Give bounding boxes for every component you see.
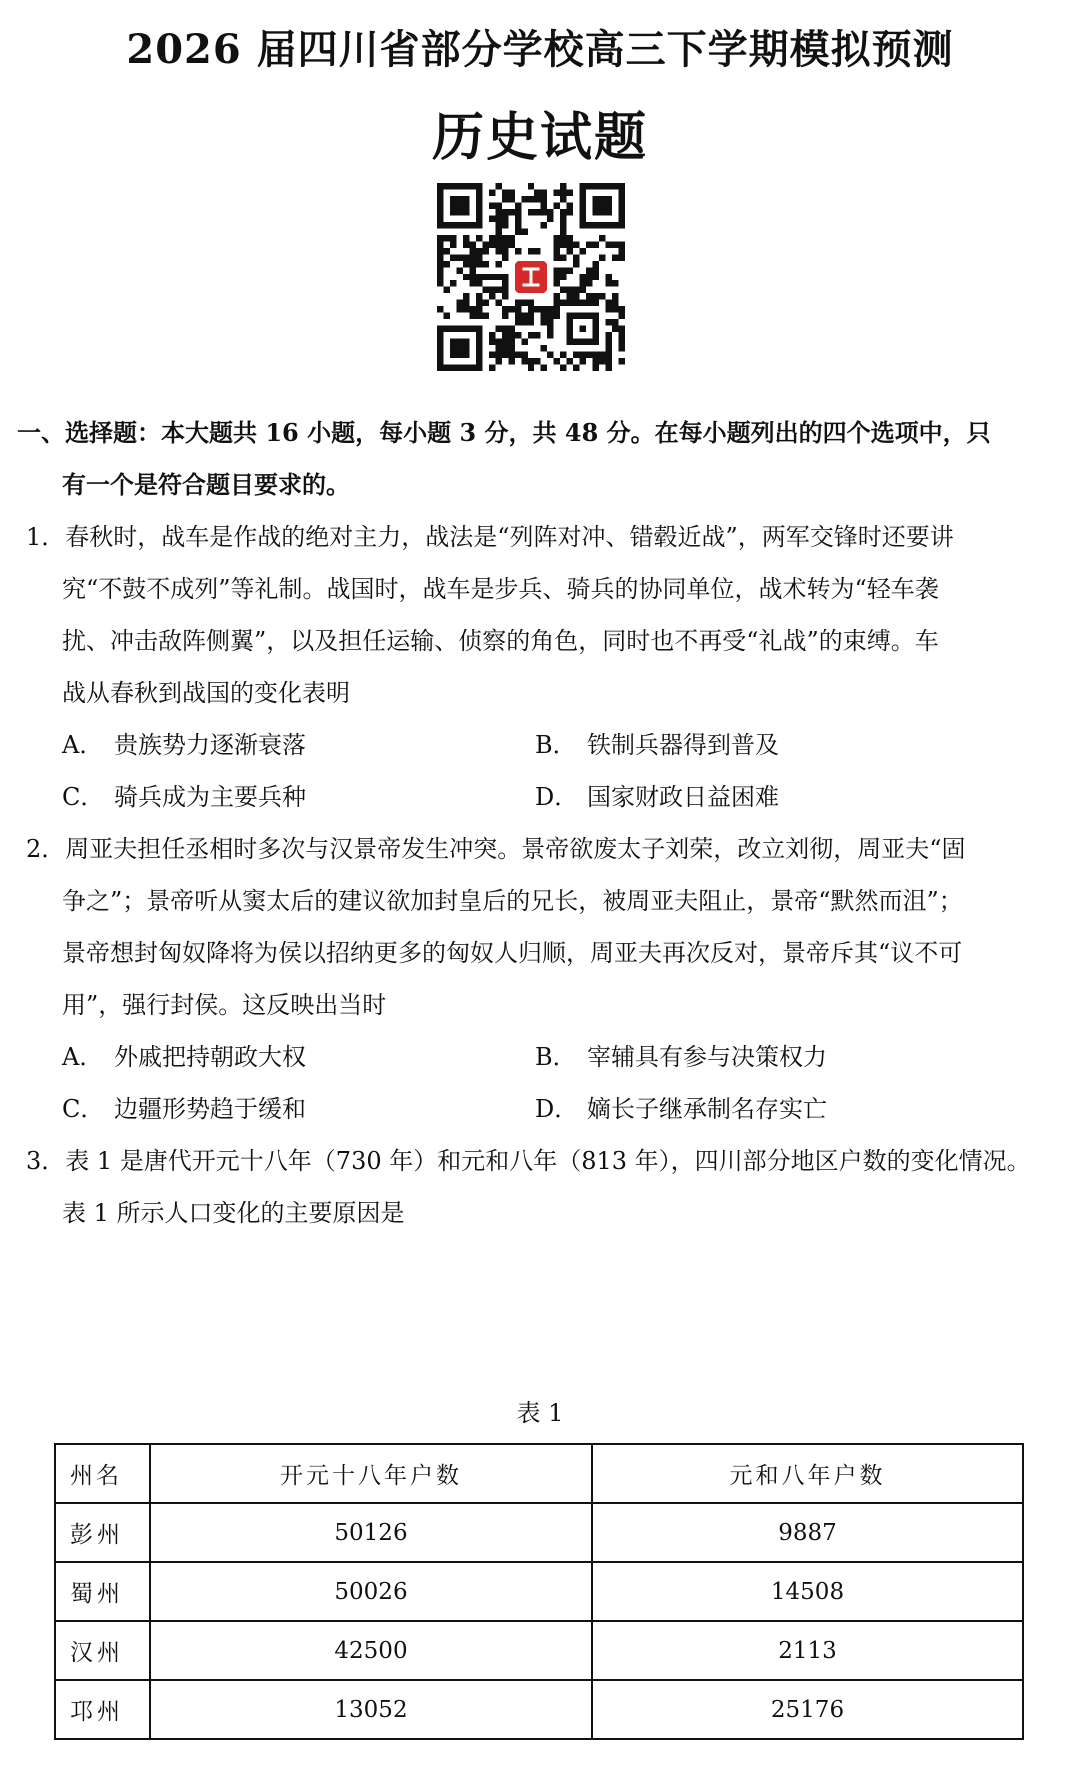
question-1-option-a: A． 贵族势力逐渐衰落 [62, 731, 306, 759]
question-1-option-c: C． 骑兵成为主要兵种 [62, 783, 306, 811]
table-row [55, 1680, 1023, 1739]
question-2-option-c: C． 边疆形势趋于缓和 [62, 1095, 306, 1123]
question-3-line: 表 1 所示人口变化的主要原因是 [62, 1199, 405, 1227]
table-header-row [55, 1444, 1023, 1503]
table-cell: 彭州 [55, 1503, 150, 1562]
table-caption: 表 1 [516, 1399, 564, 1427]
question-1-line: 战从春秋到战国的变化表明 [62, 679, 350, 707]
question-1-line: 扰、冲击敌阵侧翼”，以及担任运输、侦察的角色，同时也不再受“礼战”的束缚。车 [62, 627, 939, 655]
table-cell: 蜀州 [55, 1562, 150, 1621]
table-header-cell: 州名 [55, 1444, 150, 1503]
table-cell: 2113 [592, 1621, 1023, 1680]
table-cell: 50026 [150, 1562, 592, 1621]
table-cell: 50126 [150, 1503, 592, 1562]
question-2-line: 景帝想封匈奴降将为侯以招纳更多的匈奴人归顺，周亚夫再次反对，景帝斥其“议不可 [62, 939, 963, 967]
question-2-option-b: B． 宰辅具有参与决策权力 [535, 1043, 827, 1071]
table-header-cell: 元和八年户数 [592, 1444, 1023, 1503]
table-cell: 13052 [150, 1680, 592, 1739]
table-row [55, 1621, 1023, 1680]
table-row [55, 1562, 1023, 1621]
households-table [54, 1443, 1024, 1740]
exam-title: 2026 届四川省部分学校高三下学期模拟预测 [126, 26, 954, 73]
table-cell: 9887 [592, 1503, 1023, 1562]
table-row [55, 1503, 1023, 1562]
table-cell: 14508 [592, 1562, 1023, 1621]
table-cell: 25176 [592, 1680, 1023, 1739]
question-3-line: 3．表 1 是唐代开元十八年（730 年）和元和八年（813 年），四川部分地区户数的变化情况。 [26, 1147, 1031, 1175]
question-1-option-b: B． 铁制兵器得到普及 [535, 731, 779, 759]
question-1-line: 究“不鼓不成列”等礼制。战国时，战车是步兵、骑兵的协同单位，战术转为“轻车袭 [62, 575, 939, 603]
qr-code [437, 183, 625, 371]
question-1-option-d: D． 国家财政日益困难 [535, 783, 779, 811]
table-header-cell: 开元十八年户数 [150, 1444, 592, 1503]
question-2-line: 2．周亚夫担任丞相时多次与汉景帝发生冲突。景帝欲废太子刘荣，改立刘彻，周亚夫“固 [26, 835, 966, 863]
question-2-line: 用”，强行封侯。这反映出当时 [62, 991, 387, 1019]
table-cell: 邛州 [55, 1680, 150, 1739]
question-2-line: 争之”；景帝听从窦太后的建议欲加封皇后的兄长，被周亚夫阻止，景帝“默然而沮”； [62, 887, 963, 915]
table-cell: 汉州 [55, 1621, 150, 1680]
exam-subject: 历史试题 [431, 107, 648, 168]
section-heading-line1: 一、选择题：本大题共 16 小题，每小题 3 分，共 48 分。在每小题列出的四个选项中，只 [17, 418, 991, 447]
table-cell: 42500 [150, 1621, 592, 1680]
question-1-line: 1．春秋时，战车是作战的绝对主力，战法是“列阵对冲、错毂近战”，两军交锋时还要讲 [26, 523, 954, 551]
question-2-option-a: A． 外戚把持朝政大权 [62, 1043, 306, 1071]
section-heading-line2: 有一个是符合题目要求的。 [62, 470, 350, 499]
seal-logo-icon [510, 256, 551, 297]
question-2-option-d: D． 嫡长子继承制名存实亡 [535, 1095, 827, 1123]
